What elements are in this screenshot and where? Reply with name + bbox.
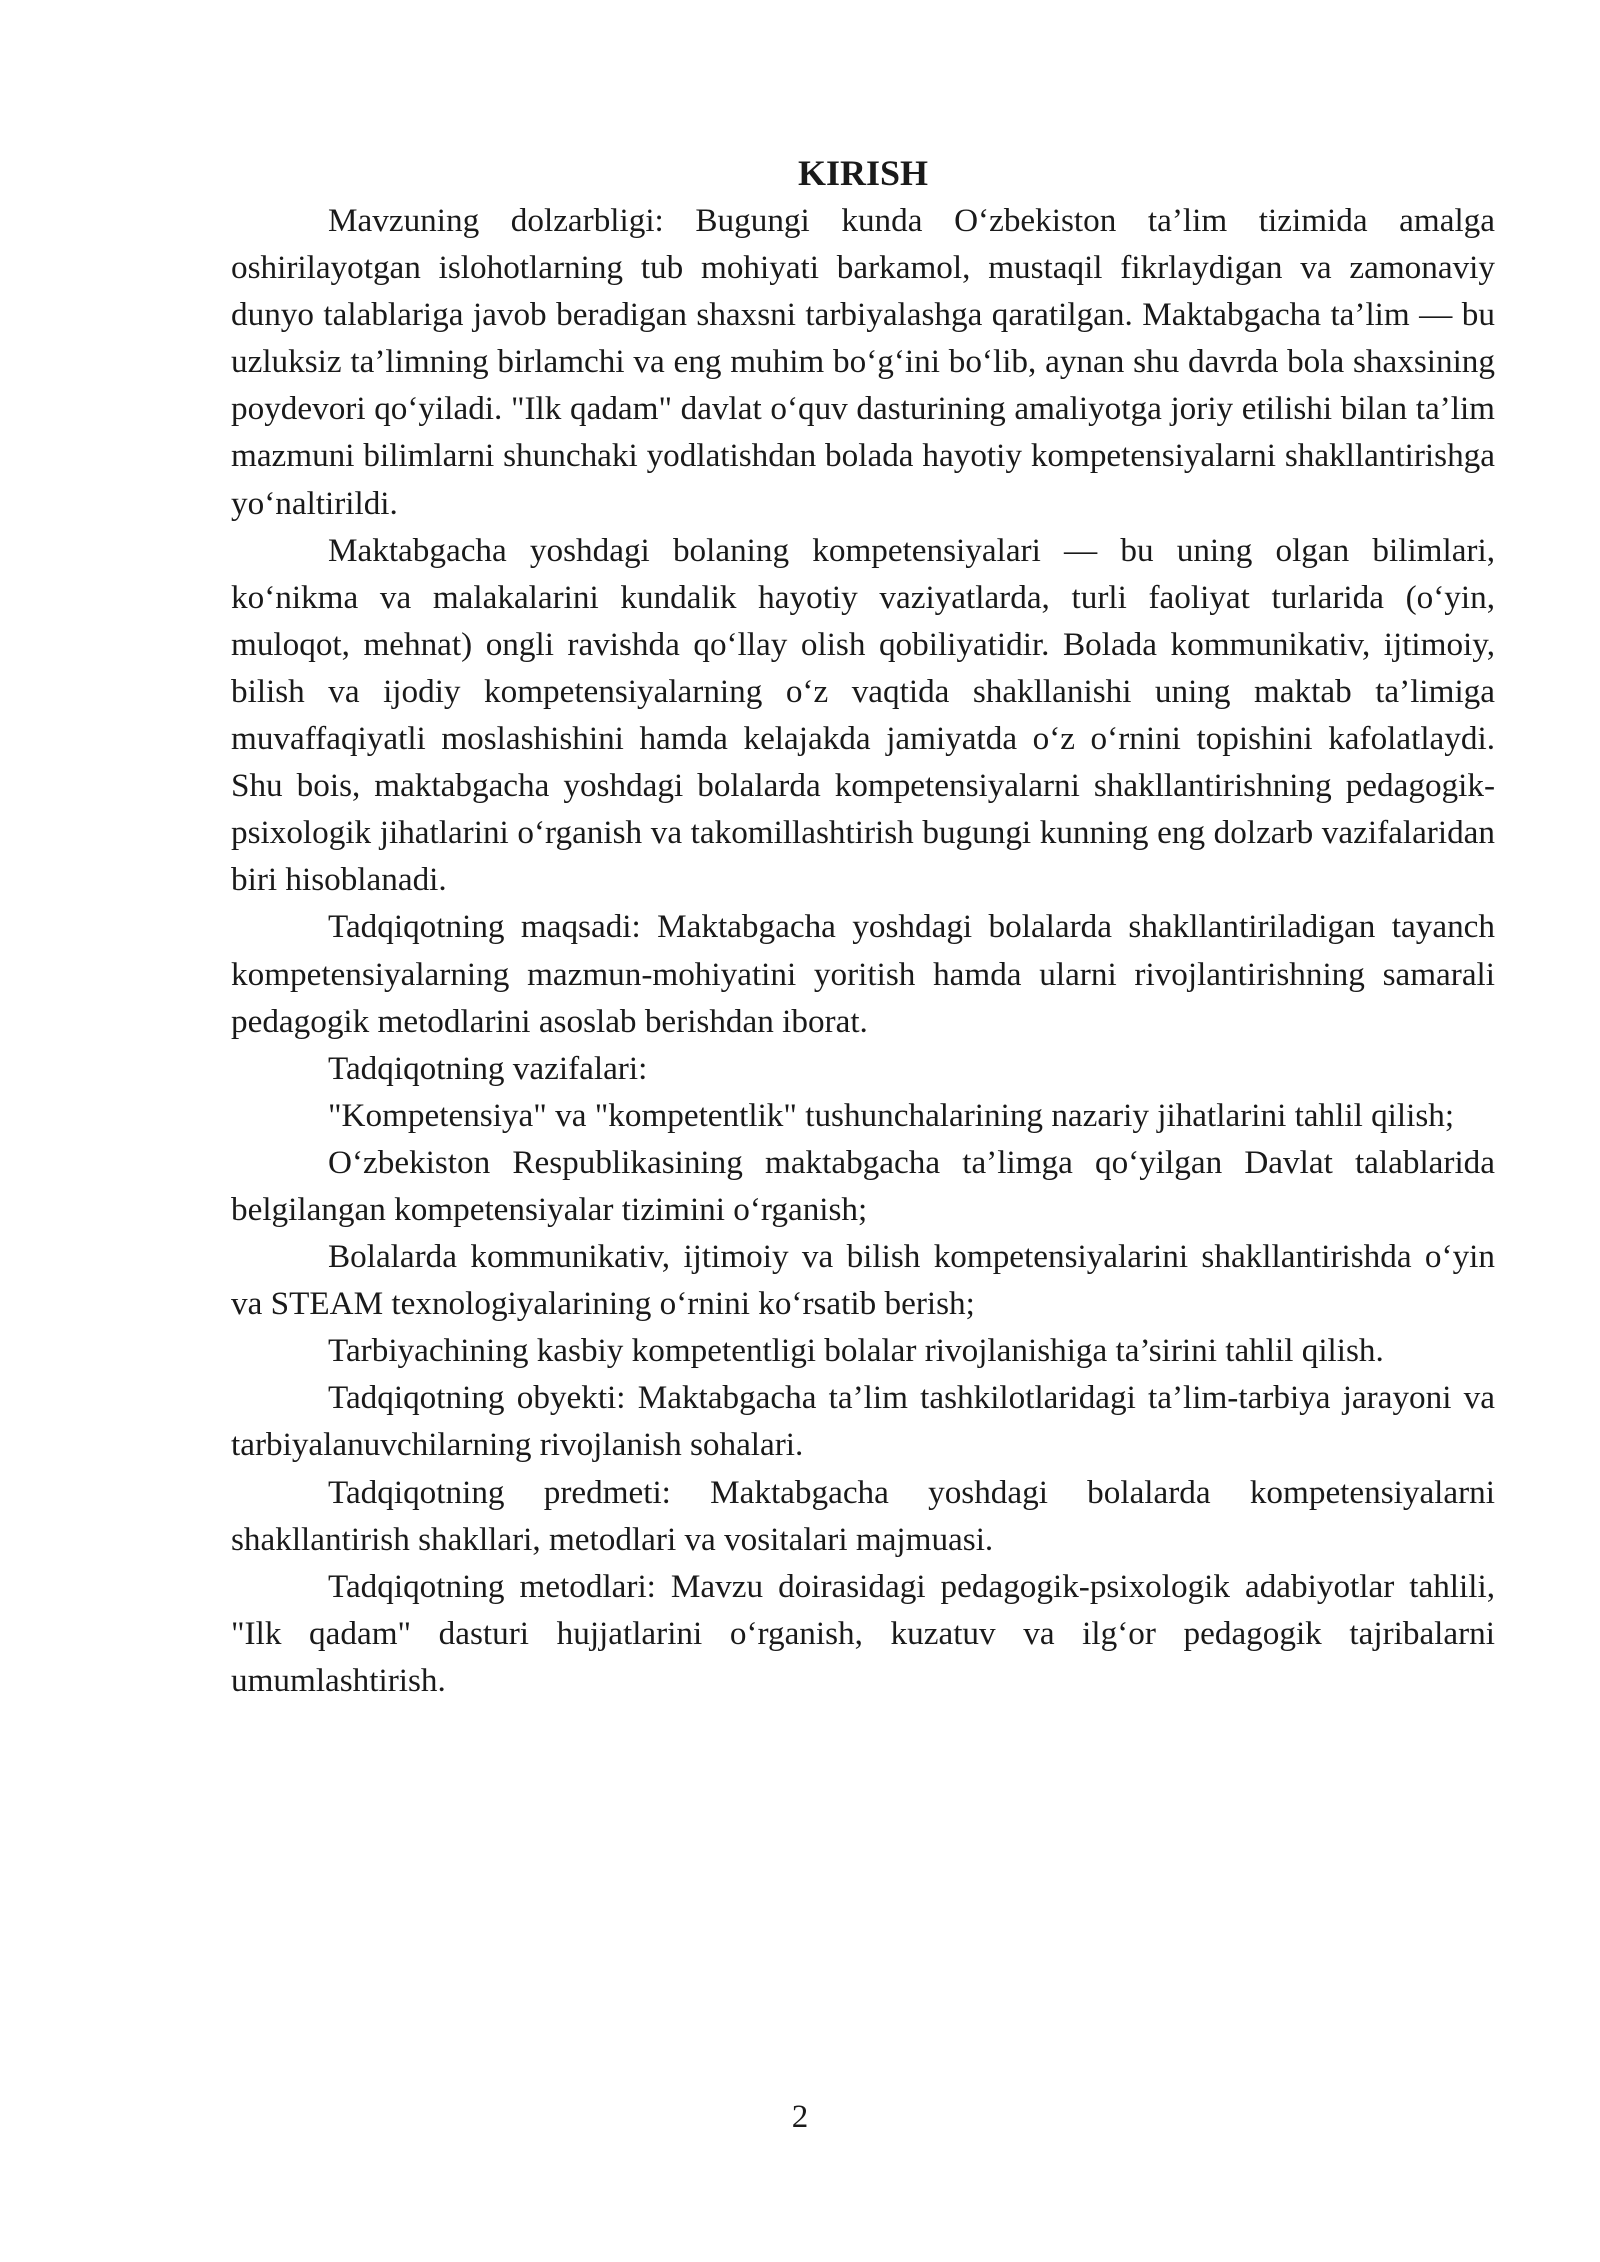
paragraph-task-4: Tarbiyachining kasbiy kompetentligi bolalar rivojlanishiga ta’sirini tahlil qilish. bbox=[328, 1332, 1384, 1370]
paragraph-research-methods: Tadqiqotning metodlari: Mavzu doirasidagi pedagogik-psixologik adabiyotlar tahlili, "Ilk qadam" dasturi hujjatlarini o‘rganish, kuzatuv va ilg‘or pedagogik tajribalarni umumlashtirish. bbox=[231, 1567, 1495, 1699]
paragraph-research-goal: Tadqiqotning maqsadi: Maktabgacha yoshdagi bolalarda shakllantiriladigan tayanch kompetensiyalarning mazmun-mohiyatini yoritish hamda ularni rivojlantirishning samarali pedagogik metodlarini asoslab berishdan iborat. bbox=[231, 908, 1495, 1040]
paragraph-competencies: Maktabgacha yoshdagi bolaning kompetensiyalari — bu uning olgan bilimlari, ko‘nikma va malakalarini kundalik hayotiy vaziyatlarda, turli faoliyat turlarida (o‘yin, muloqot, mehnat) ongli ravishda qo‘llay olish qobiliyatidir. Bolada kommunikativ, ijtimoiy, bilish va ijodiy kompetensiyalarning o‘z vaqtida shakllanishi uning maktab ta’limiga muvaffaqiyatli moslashishini hamda kelajakda jamiyatda o‘z o‘rnini topishini kafolatlaydi. Shu bois, maktabgacha yoshdagi bolalarda kompetensiyalarni shakllantirishning pedagogik-psixologik jihatlarini o‘rganish va takomillashtirish bugungi kunning eng dolzarb vazifalaridan biri hisoblanadi. bbox=[231, 531, 1495, 899]
page-body bbox=[231, 150, 1495, 1704]
paragraph-research-object: Tadqiqotning obyekti: Maktabgacha ta’lim tashkilotlaridagi ta’lim-tarbiya jarayoni va tarbiyalanuvchilarning rivojlanish sohalari. bbox=[231, 1379, 1495, 1464]
section-heading: KIRISH bbox=[797, 153, 929, 193]
paragraph-research-subject: Tadqiqotning predmeti: Maktabgacha yoshdagi bolalarda kompetensiyalarni shakllantirish shakllari, metodlari va vositalari majmuasi. bbox=[231, 1473, 1495, 1558]
page-number: 2 bbox=[791, 2099, 809, 2135]
paragraph-task-1: "Kompetensiya" va "kompetentlik" tushunchalarining nazariy jihatlarini tahlil qilish; bbox=[328, 1096, 1455, 1134]
paragraph-task-2: O‘zbekiston Respublikasining maktabgacha ta’limga qo‘yilgan Davlat talablarida belgilangan kompetensiyalar tizimini o‘rganish; bbox=[231, 1143, 1495, 1228]
paragraph-task-3: Bolalarda kommunikativ, ijtimoiy va bilish kompetensiyalarini shakllantirishda o‘yin va STEAM texnologiyalarining o‘rnini ko‘rsatib berish; bbox=[231, 1238, 1495, 1323]
paragraph-relevance: Mavzuning dolzarbligi: Bugungi kunda O‘zbekiston ta’lim tizimida amalga oshirilayotgan islohotlarning tub mohiyati barkamol, mustaqil fikrlaydigan va zamonaviy dunyo talablariga javob beradigan shaxsni tarbiyalashga qaratilgan. Maktabgacha ta’lim — bu uzluksiz ta’limning birlamchi va eng muhim bo‘g‘ini bo‘lib, aynan shu davrda bola shaxsining poydevori qo‘yiladi. "Ilk qadam" davlat o‘quv dasturining amaliyotga joriy etilishi bilan ta’lim mazmuni bilimlarni shunchaki yodlatishdan bolada hayotiy kompetensiyalarni shakllantirishga yo‘naltirildi. bbox=[231, 202, 1495, 522]
paragraph-research-tasks-title: Tadqiqotning vazifalari: bbox=[328, 1049, 648, 1087]
